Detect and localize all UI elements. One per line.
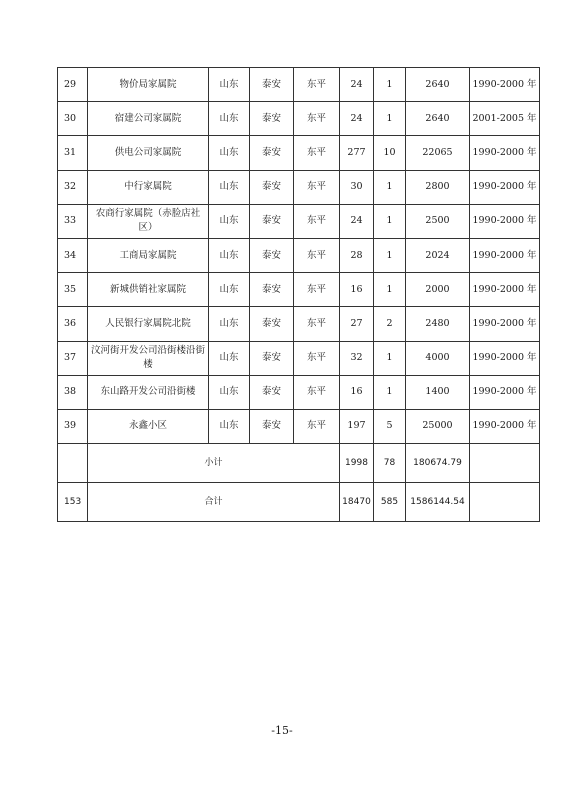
row-city: 泰安: [250, 238, 294, 272]
row-name: 人民银行家属院北院: [88, 307, 209, 341]
row-county: 东平: [294, 204, 340, 238]
row-name: 中行家属院: [88, 170, 209, 204]
row-county: 东平: [294, 341, 340, 375]
table-row: [58, 307, 540, 341]
row-area: 2024: [406, 238, 470, 272]
row-city: 泰安: [250, 307, 294, 341]
row-area: 2800: [406, 170, 470, 204]
row-households: 30: [340, 170, 374, 204]
row-county: 东平: [294, 273, 340, 307]
row-county: 东平: [294, 102, 340, 136]
row-number: 32: [58, 170, 88, 204]
row-area: 2000: [406, 273, 470, 307]
row-households: 277: [340, 136, 374, 170]
row-province: 山东: [209, 68, 250, 102]
total-period-cell: [470, 483, 540, 522]
row-area: 1400: [406, 375, 470, 409]
row-county: 东平: [294, 68, 340, 102]
row-period: 1990-2000 年: [470, 238, 540, 272]
row-city: 泰安: [250, 204, 294, 238]
row-name: 物价局家属院: [88, 68, 209, 102]
row-county: 东平: [294, 238, 340, 272]
subtotal-empty-cell: [58, 444, 88, 483]
row-area: 25000: [406, 409, 470, 443]
table-row: [58, 273, 540, 307]
subtotal-row: [58, 444, 540, 483]
row-area: 2500: [406, 204, 470, 238]
row-buildings: 1: [374, 341, 406, 375]
table-row: [58, 375, 540, 409]
row-period: 1990-2000 年: [470, 273, 540, 307]
row-number: 33: [58, 204, 88, 238]
row-name: 新城供销社家属院: [88, 273, 209, 307]
subtotal-period-cell: [470, 444, 540, 483]
row-name: 永鑫小区: [88, 409, 209, 443]
row-number: 30: [58, 102, 88, 136]
row-city: 泰安: [250, 341, 294, 375]
subtotal-buildings: 78: [374, 444, 406, 483]
total-buildings: 585: [374, 483, 406, 522]
row-period: 1990-2000 年: [470, 170, 540, 204]
row-province: 山东: [209, 136, 250, 170]
table-row: [58, 102, 540, 136]
row-period: 2001-2005 年: [470, 102, 540, 136]
row-name: 东山路开发公司沿街楼: [88, 375, 209, 409]
row-province: 山东: [209, 204, 250, 238]
row-period: 1990-2000 年: [470, 204, 540, 238]
total-label: 合计: [88, 483, 340, 522]
row-city: 泰安: [250, 273, 294, 307]
table-row: [58, 68, 540, 102]
subtotal-area: 180674.79: [406, 444, 470, 483]
row-buildings: 1: [374, 273, 406, 307]
row-buildings: 1: [374, 375, 406, 409]
row-period: 1990-2000 年: [470, 375, 540, 409]
row-city: 泰安: [250, 136, 294, 170]
row-city: 泰安: [250, 170, 294, 204]
row-period: 1990-2000 年: [470, 409, 540, 443]
row-province: 山东: [209, 341, 250, 375]
row-province: 山东: [209, 238, 250, 272]
row-period: 1990-2000 年: [470, 307, 540, 341]
row-period: 1990-2000 年: [470, 136, 540, 170]
row-households: 27: [340, 307, 374, 341]
row-province: 山东: [209, 409, 250, 443]
table-row: [58, 409, 540, 443]
row-name: 供电公司家属院: [88, 136, 209, 170]
row-number: 35: [58, 273, 88, 307]
row-name: 农商行家属院（赤脸店社区）: [88, 204, 209, 238]
row-number: 34: [58, 238, 88, 272]
table-row: [58, 204, 540, 238]
row-province: 山东: [209, 273, 250, 307]
row-households: 24: [340, 102, 374, 136]
row-households: 197: [340, 409, 374, 443]
row-number: 38: [58, 375, 88, 409]
table-row: [58, 238, 540, 272]
row-county: 东平: [294, 136, 340, 170]
row-households: 16: [340, 375, 374, 409]
row-buildings: 2: [374, 307, 406, 341]
row-buildings: 5: [374, 409, 406, 443]
subtotal-label: 小计: [88, 444, 340, 483]
row-area: 2480: [406, 307, 470, 341]
row-name: 汶河街开发公司沿街楼沿街楼: [88, 341, 209, 375]
row-county: 东平: [294, 170, 340, 204]
row-number: 37: [58, 341, 88, 375]
row-province: 山东: [209, 102, 250, 136]
row-number: 29: [58, 68, 88, 102]
row-province: 山东: [209, 307, 250, 341]
total-row: [58, 483, 540, 522]
table-row: [58, 170, 540, 204]
row-city: 泰安: [250, 409, 294, 443]
row-buildings: 1: [374, 102, 406, 136]
row-area: 2640: [406, 102, 470, 136]
table-row: [58, 136, 540, 170]
row-name: 工商局家属院: [88, 238, 209, 272]
row-number: 36: [58, 307, 88, 341]
row-buildings: 1: [374, 238, 406, 272]
total-area: 1586144.54: [406, 483, 470, 522]
row-province: 山东: [209, 375, 250, 409]
row-area: 4000: [406, 341, 470, 375]
table-body: [58, 68, 540, 522]
row-buildings: 10: [374, 136, 406, 170]
row-county: 东平: [294, 409, 340, 443]
row-province: 山东: [209, 170, 250, 204]
row-county: 东平: [294, 375, 340, 409]
row-households: 16: [340, 273, 374, 307]
housing-table: [57, 67, 540, 522]
row-area: 22065: [406, 136, 470, 170]
subtotal-households: 1998: [340, 444, 374, 483]
row-city: 泰安: [250, 375, 294, 409]
row-households: 24: [340, 68, 374, 102]
row-households: 32: [340, 341, 374, 375]
row-period: 1990-2000 年: [470, 341, 540, 375]
table-row: [58, 341, 540, 375]
row-county: 东平: [294, 307, 340, 341]
row-area: 2640: [406, 68, 470, 102]
total-count: 153: [58, 483, 88, 522]
row-households: 28: [340, 238, 374, 272]
row-households: 24: [340, 204, 374, 238]
row-number: 39: [58, 409, 88, 443]
total-households: 18470: [340, 483, 374, 522]
row-name: 宿建公司家属院: [88, 102, 209, 136]
row-city: 泰安: [250, 102, 294, 136]
row-buildings: 1: [374, 204, 406, 238]
row-period: 1990-2000 年: [470, 68, 540, 102]
page-number: -15-: [271, 724, 293, 737]
row-number: 31: [58, 136, 88, 170]
row-buildings: 1: [374, 170, 406, 204]
row-buildings: 1: [374, 68, 406, 102]
row-city: 泰安: [250, 68, 294, 102]
